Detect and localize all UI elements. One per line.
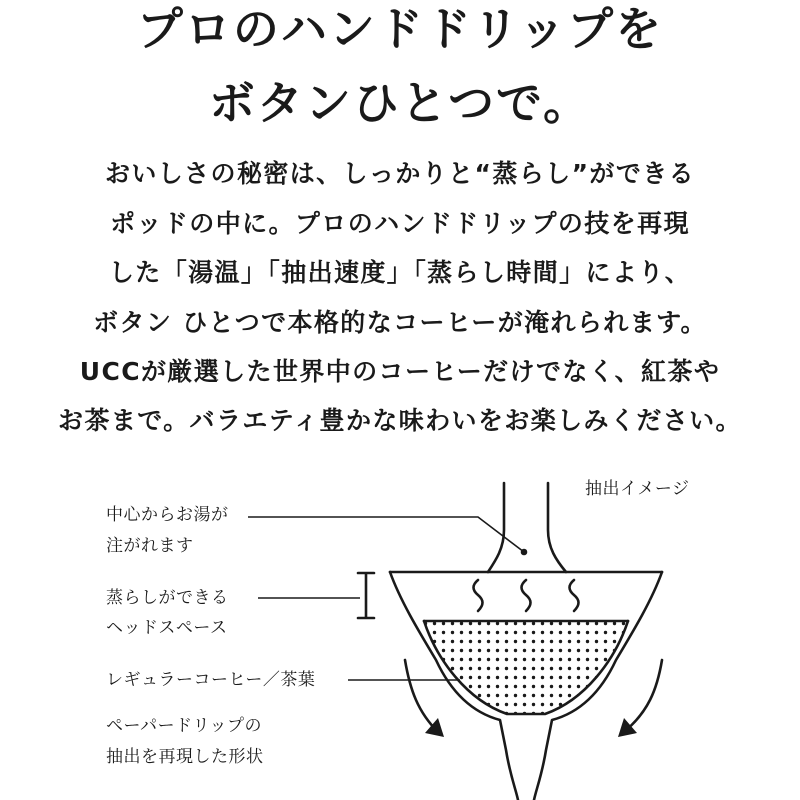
curved-arrow-icon [624,660,662,732]
label-pour: 注がれます [106,536,194,556]
body-line: お茶まで。バラエティ豊かな味わいをお楽しみください。 [58,406,742,435]
body-line: UCCが厳選した世界中のコーヒーだけでなく、紅茶や [79,357,721,386]
headspace-bracket [358,573,374,618]
headline-line-2: ボタンひとつで。 [208,76,592,130]
label-coffee: レギュラーコーヒー／茶葉 [106,670,316,690]
leader-line [248,517,524,552]
curved-arrow-icon [405,660,438,732]
steam-icon [474,580,483,611]
nozzle [488,483,504,572]
body-line: おいしさの秘密は、しっかりと“蒸らし”ができる [104,159,696,188]
body-line: した「湯温」「抽出速度」「蒸らし時間」により、 [108,258,692,287]
steam-icon [522,580,531,611]
body-line: ボタン ひとつで本格的なコーヒーが淹れられます。 [93,308,707,337]
body-line: ポッドの中に。プロのハンドドリップの技を再現 [110,209,690,238]
label-headspace: 蒸らしができる [106,588,229,608]
diagram-title: 抽出イメージ [585,479,690,499]
label-headspace: ヘッドスペース [106,618,228,638]
label-paper-drip: 抽出を再現した形状 [106,747,264,767]
nozzle [548,483,566,572]
headline-line-1: プロのハンドドリップを [136,2,664,56]
coffee-grounds [420,621,632,716]
label-paper-drip: ペーパードリップの [106,716,262,736]
steam-icon [570,580,579,611]
label-pour: 中心からお湯が [106,505,229,525]
